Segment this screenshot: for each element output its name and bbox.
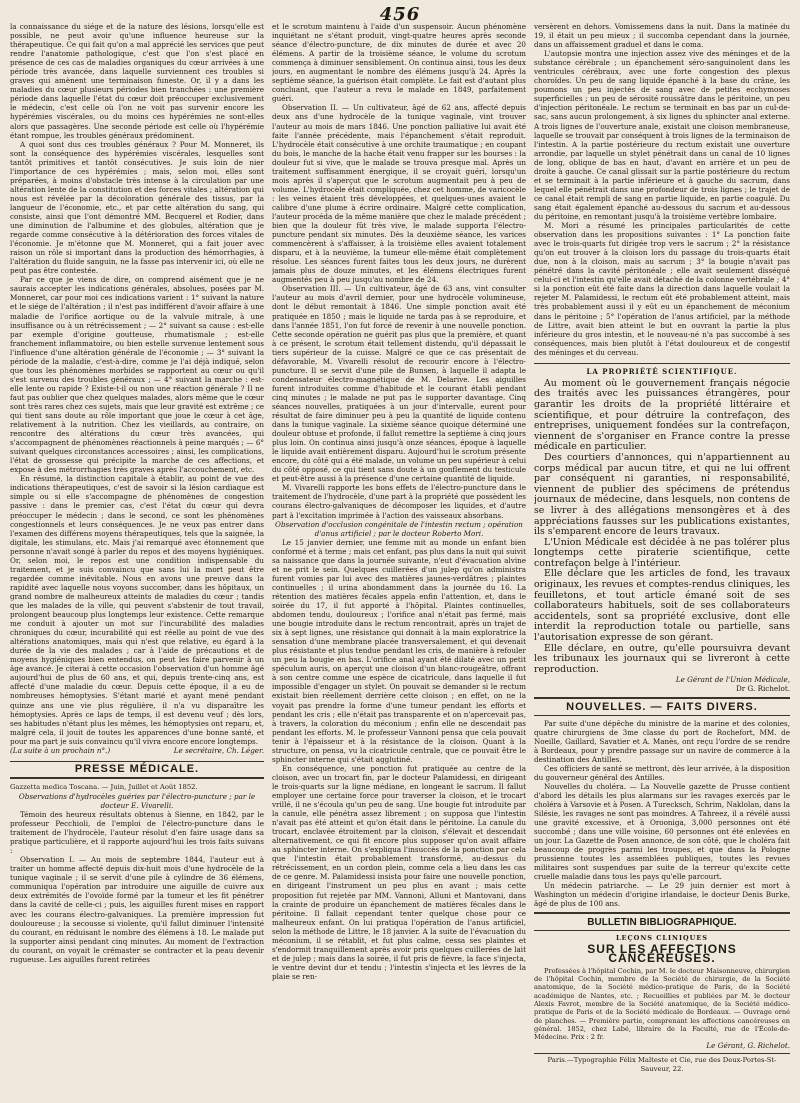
paragraph: Le 15 janvier dernier, une femme mit au monde un enfant bien conformé et à terme ; mais cet enfant, pas plus dans la nuit qui suivit sa naissance que dans la journée suivante, n'eut d'évacuation alvine et ne prit le sein. Quelques cuillerées d'un julep qu'on administra furent vomies par lui avec des matières jaunes-verdâtres ; plaintes continuelles ; il urina abondamment dans la journée du 16. La rétention des matières fécales appela enfin l'attention, et, dans le soirée du 17, il fut apporté à l'hôpital. Plaintes continuelles, abdomen tendu, douloureux ; l'orifice anal n'était pas fermé, mais une bougie introduite dans le rectum rencontrait, après un trajet de six à sept lignes, une résistance qui donnait à la main exploratrice la sensation d'une membrane placée transversalement, et qui devenait plus résistante et plus tendue pendant les cris, de manière à refouler un peu la bougie en bas. L'orifice anal ayant été dilaté avec un petit spéculum auris, on aperçut une cloison d'un blanc-rougeâtre, offrant à son centre comme une espèce de cicatricule, dans laquelle il fut impossible d'engager un stylet. On pouvait se demander si le rectum existait bien réellement derrière cette cloison ; en effet, on ne la voyait pas prendre la forme d'une tumeur pendant les efforts et pendant les cris ; elle n'était pas transparente et on n'apercevait pas, à travers, la coloration du méconium ; enfin elle ne descendait pas pendant les efforts. M. le professeur Vannoni pensa que cela pouvait tenir à l'épaisseur et à la résistance de la cloison. Quant à la structure, on pensa, vu la cicatricule centrale, que ce pouvait être le sphincter interne qui s'était agglutiné. [272, 537, 526, 764]
column-1 [10, 22, 264, 1092]
divider [534, 697, 790, 699]
divider [534, 363, 790, 364]
paragraph: L'autopsie montra une injection assez vive des méninges et de la substance cérébrale ; un épanchement séro-sanguinolent dans les ventricules cérébraux, avec une forte congestion des plexus choroïdes. Un peu de sang liquide épanché à la base du crâne, les poumons un peu injectés de sang avec de petites ecchymoses superficielles ; un peu de sérosité roussâtre dans le péritoine, un peu d'injection péritonéale. Le rectum se terminait en bas par un cul-de-sac, sans aucun prolongement, à six lignes du sphincter anal externe. A trois lignes de l'ouverture anale, existait une cloison membraneuse, laquelle se trouvait par conséquent à trois lignes de la terminaison de l'intestin. A la partie postérieure du rectum existait une ouverture arrondie, par laquelle un stylet pénétrait dans un canal de 10 lignes de long, oblique de bas en haut, d'avant en arrière et un peu de droite à gauche. Ce canal glissait sur la partie postérieure du rectum et se terminait à la partie inférieure et à gauche du sacrum, dans lequel elle pénétrait dans une profondeur de trois lignes ; le trajet de ce canal était rempli de sang en partie liquide, en partie coagulé. Du sang était également épanché au-dessous du sacrum et au-dessous du péritoine, en remontant jusqu'à la troisième vertèbre lombaire. [534, 49, 790, 221]
gazette-source: Gazzetta medica Toscana. — Juin, Juillet et Août 1852. [10, 782, 198, 791]
printer-footer: Paris.—Typographie Félix Malteste et Cie, rue des Deux-Portes-St-Sauveur, 22. [534, 1053, 790, 1074]
book-title: SUR LES AFFECTIONS CANCÉREUSES. [587, 941, 737, 965]
paragraph: A quoi sont dus ces troubles généraux ? Pour M. Monneret, ils sont la conséquence des hypérémies viscérales, lesquelles sont tantôt primitives et tantôt consécutives. Je suis loin de nier l'importance de ces hypérémies ; mais, selon moi, elles sont préparées, à moins d'obstacle très intense à la circulation par une altération lente de la constitution et des forces vitales ; altération qui nous est révélée par la décoloration générale des tissus, par la langueur de l'économie, etc., et par cette altération du sang, qui consiste, ainsi que l'ont démontré MM. Becquerel et Rodier, dans une diminution de l'albumine et des globules, altération que je regarde comme consécutive à la détérioration des forces vitales de l'économie. Je m'étonne que M. Monneret, qui a fait jouer avec raison un rôle si important dans la production des hémorrhagies, à l'altération du fluide sanguin, ne la fasse pas intervenir ici, où elle ne peut pas être contestée. [10, 139, 264, 276]
lecons-heading: LEÇONS CLINIQUES [615, 933, 708, 942]
paragraph: Observation I. — Au mois de septembre 1844, l'auteur eut à traiter un homme affecté depuis dix-huit mois d'une hydrocèle de la tunique vaginale ; il se servit d'une pile à cylindre de 36 élémens, communiqua l'opération par introduire une aiguille de cuivre aux deux extrémités de l'ovoïde formé par la tumeur et les fit pénétrer dans la cavité de celle-ci ; puis, les aiguilles furent mises en rapport avec les courans électro-galvaniques. La première impression fut douloureuse ; la secousse si violente, qu'il fallut diminuer l'intensité du courant, en réduisant le nombre des élémens à 18. Le malade put la supporter ainsi pendant cinq minutes. Au moment de l'extraction du courant, on voyait le crémaster se contracter et la peau devenir rugueuse. Les aiguilles furent retirées [10, 855, 264, 964]
paragraph: M. Mori a résumé les principales particularités de cette observation dans les propositions suivantes : 1° La ponction faite avec le trois-quarts fut dirigée trop vers le sacrum ; 2° la résistance qu'on eut trouver à la cloison lors du passage du trois-quarts était due, non à la cloison, mais au sacrum ; 3° la bougie n'avait pas pénétré dans la cavité péritonéale ; elle avait seulement disséqué celui-ci et l'intestin qu'elle avait détaché de la colonne vertébrale ; 4° si la ponction eût été faite dans la direction dans laquelle voulait la rejeter M. Palamidessi, le rectum eût été probablement atteint, mais très probablement aussi il y eût eu un épanchement de méconium dans le péritoine ; 5° l'opération de l'anus artificiel, par la méthode de Littre, avait bien atteint le but en ouvrant la partie la plus inférieure du gros intestin, et le nouveau-né n'a pas succombé à ses conséquences, mais bien plutôt à l'état douloureux et de congestif des méninges et du cerveau. [534, 221, 790, 357]
book-description: Professées à l'hôpital Cochin, par M. le docteur Maisonneuve, chirurgien de l'hôpital Cochin, membre de la Société de chirurgie, de la Société anatomique, de la Société médico-pratique de Paris, de la Société académique de Nantes, etc. ; Recueillies et publiées par M. le docteur Alexis Favrot, membre de la Société anatomique, de la Société médico-pratique de Paris et de la Société médicale de Bordeaux. — Ouvrage orné de planches. — Première partie, comprenant les affections cancéreuses en général. 1852, chez Labé, libraire de la Faculté, rue de l'École-de-Médecine. Prix : 2 fr. [534, 966, 790, 1042]
final-gerant-signature: Le Gérant, G. Richelot. [706, 1041, 790, 1051]
divider [10, 761, 264, 762]
paragraph: Observation II. — Un cultivateur, âgé de 62 ans, affecté depuis deux ans d'une hydrocèle de la tunique vaginale, vint trouver l'auteur au mois de mars 1846. Une ponction palliative lui avait été faite l'année précédente, mais l'épanchement s'était reproduit. L'hydrocèle était consécutive à une orchite traumatique ; en coupant du bois, le manche de la hache était venu frapper sur les bourses : la douleur fut si vive, que le malade se trouva presque mal. Après un traitement suffisamment énergique, il se croyait guéri, lorsqu'un mois après il s'aperçut que le scrotum augmentait peu à peu de volume. L'hydrocèle était compliquée, chez cet homme, de varicocèle : les veines étaient très développées, et quelques-unes avaient le calibre d'une plume à écrire ordinaire. Malgré cette complication, l'auteur procéda de la même manière que chez le malade précédent ; bien que la douleur fût très vive, le malade supporta l'électro-puncture pendant six minutes. Dès la deuxième séance, les varices commencèrent à s'affaisser, à la troisième elles avaient totalement disparu, et à la neuvième, la tumeur elle-même était complètement résolue. Les séances furent faites tous les deux jours, ne durèrent jamais plus de douze minutes, et les élémens électriques furent augmentés peu à peu jusqu'au nombre de 24. [272, 103, 526, 285]
paragraph: et le scrotum maintenu à l'aide d'un suspensoir. Aucun phénomène inquiétant ne s'étant produit, vingt-quatre heures après seconde séance d'électro-puncture, de dix minutes de durée et avec 20 élémens. A partir de la troisième séance, le volume du scrotum commença à diminuer sensiblement. On continua ainsi, tous les deux jours, en augmentant le nombre des élémens jusqu'à 24. Après la septième séance, la guérison était complète. Le fait est d'autant plus concluant, que l'auteur a revu le malade en 1849, parfaitement guéri. [272, 22, 526, 104]
paragraph: la connaissance du siége et de la nature des lésions, lorsqu'elle est possible, ne peut avoir qu'une influence heureuse sur la thérapeutique. Ce qui fait qu'on a mal apprécié les services que peut rendre l'anatomie pathologique, c'est que l'on s'est placé en présence de ces cas de maladies organiques du cœur arrivées à une période très avancée, dans laquelle surviennent ces troubles si graves qui amènent une terminaison funeste. Or, il y a dans les maladies du cœur plusieurs périodes bien tranchées : une première période dans laquelle l'état du cœur doit préoccuper exclusivement le médecin, c'est celle où l'on ne voit pas survenir encore les hypérémies viscérales, ou du moins ces hypérémies ne sont-elles alors que passagères. Une seconde période est celle où l'hypérémie étant rompue, les troubles généraux prédominent. [10, 22, 264, 140]
paragraph: Ces officiers de santé se mettront, dès leur arrivée, à la disposition du gouverneur général des Antilles. [534, 763, 790, 782]
gerant-title: Le Gérant de l'Union Médicale, [675, 675, 790, 685]
section-heading-nouvelles: NOUVELLES. — FAITS DIVERS. [566, 700, 758, 713]
paragraph: Témoin des heureux résultats obtenus à Sienne, en 1842, par le professeur Pecchioli, de l'emploi de l'électro-puncture dans le traitement de l'hydrocèle, l'auteur résolut d'en faire usage dans sa pratique particulière, et il rapporte aujourd'hui les trois faits suivans : [10, 809, 264, 856]
propriete-article [534, 379, 790, 676]
divider [534, 912, 790, 914]
divider [10, 777, 264, 779]
divider [534, 930, 790, 931]
paragraph: Par ce que je viens de dire, on comprend aisément que je ne saurais accepter les indications générales, absolues, posées par M. Monneret, car pour moi ces indications varient : 1° suivant la nature et le siége de l'altération ; il n'est pas indifférent d'avoir affaire à une maladie de l'orifice aortique ou de la valvule mitrale, à une insuffisance ou à un rétrécissement ; — 2° suivant sa cause : est-elle par exemple d'origine goutteuse, rhumatismale ; est-elle franchement inflammatoire, ou bien estelle survenue lentement sous l'influence d'une altération générale de l'économie ; — 3° suivant la période de la maladie, c'est-à-dire, comme je l'ai déjà indiqué, selon que tous les phénomènes morbides se rapportent au cœur ou qu'il s'est survenu des troubles généraux ; — 4° suivant la marche : est-elle lente ou rapide ? Existe-t-il ou non une réaction générale ? Il ne faut pas oublier que chez quelques malades, alors même que le cœur sont très rares chez ces sujets, mais que leur gravité est extrême ; ce qui tient sans doute au rôle important que joue le cœur à cet âge, relativement à la nutrition. Chez les vieillards, au contraire, on rencontre des altérations du cœur très avancées, qui s'accompagnent de phénomènes réactionnels à peine marqués ; — 6° suivant quelques circonstances accessoires ; ainsi, les complications, l'état de grossesse qui précipite la marche de ces affections, et expose à des métrorrhagies très graves après l'accouchement, etc. [10, 275, 264, 475]
section-heading-bulletin: BULLETIN BIBLIOGRAPHIQUE. [587, 916, 737, 928]
page-number: 456 [379, 4, 421, 25]
paragraph: Des courtiers d'annonces, qui n'appartiennent au corps médical par aucun titre, et qui ne lui offrent par conséquent ni garanties, ni responsabilité, viennent de publier des spécimens de prétendus journaux de médecine, dans lesquels, non contens de se livrer à des allégations mensongères et à des appréciations fausses sur les publications existantes, ils s'emparent encore de leurs travaux. [534, 451, 790, 538]
paragraph: Par suite d'une dépêche du ministre de la marine et des colonies, quatre chirurgiens de 3me classe du port de Rochefort, MM. de Noeille, Gaillard, Savatier et A. Manès, ont reçu l'ordre de se rendre à Bordeaux, pour y prendre passage sur un navire de commerce à la destination des Antilles. [534, 718, 790, 764]
paragraph: En résumé, la distinction capitale à établir, au point de vue des indications thérapeutiques, c'est de savoir si la lésion cardiaque est simple ou si elle s'accompagne de phénomènes de congestion passive : dans le premier cas, c'est l'état du cœur qui devra préoccuper le médecin ; dans le second, ce sont les phénomènes congestionnels et leurs conséquences. Je ne veux pas entrer dans l'examen des différens moyens thérapeutiques, tels que la saignée, la digitale, les stimulans, etc. Mais j'ai remarqué avec étonnement que personne n'avait songé à parler du repos et des moyens hygiéniques. Or, selon moi, le repos est une condition indispensable du traitement, et je suis convaincu que sans lui la mort peut être regardée comme inévitable. Nous en avons une preuve dans la rapidité avec laquelle nous voyons succomber, dans les hôpitaux, un grand nombre de malheureux atteints de maladies du cœur ; tandis que les malades de la ville, qui peuvent s'abstenir de tout travail, prolongent beaucoup plus longtemps leur existence. Cette remarque me conduit à ajouter un mot sur l'incurabilité des maladies chroniques du cœur, incurabilité qui est réelle au point de vue des altérations anatomiques, mais qui n'est que relative, eu égard à la durée de la vie des malades ; car à l'aide de précautions et de moyens hygiéniques bien entendus, on peut les faire parvenir à un âge avancé. Je citerai à cette occasion l'observation d'un homme âgé aujourd'hui de plus de 60 ans, et qui, depuis trente-cinq ans, est affecté d'une maladie du cœur. Depuis cette époque, il a eu de nombreuses hémoptysies. S'étant marié et ayant mené pendant quinze ans une vie plus régulière, il n'a vu disparaître les hémoptysies. Après ce laps de temps, il est devenu veuf ; dès lors, ses habitudes n'étant plus les mêmes, les hémoptysies ont reparu, et, malgré cela, il jouit de toutes les apparences d'une bonne santé, et pour ma part je suis convaincu qu'il vivra encore encore longtemps. [10, 474, 264, 746]
article-subheading: Observation d'occlusion congénitale de l'intestin rectum ; opération d'anus artificiel ; par le docteur Roberto Mori. [275, 519, 523, 538]
paragraph: Au moment où le gouvernement français négocie des traités avec les puissances étrangères, pour garantir les droits de la propriété littéraire et scientifique, et pour détruire la contrefaçon, des entreprises, uniquement fondées sur la contrefaçon, viennent de s'organiser en France contre la presse médicale en particulier. [534, 377, 790, 453]
section-heading-propriete: LA PROPRIÉTÉ SCIENTIFIQUE. [586, 366, 738, 376]
paragraph: L'Union Médicale est décidée à ne pas tolérer plus longtemps cette piraterie scientifique, cette contrefaçon belge à l'intérieur. [534, 536, 790, 569]
column-2 [272, 22, 526, 1092]
continuation-note: (La suite à un prochain n°.) [10, 745, 111, 755]
divider [534, 715, 790, 716]
paragraph: Elle déclare que les articles de fond, les travaux originaux, les revues et comptes-rendus cliniques, les feuilletons, et tout article émané soit de ses collaborateurs habituels, soit de ses collaborateurs accidentels, sont sa propriété exclusive, dont elle interdit la reproduction totale ou partielle, sans l'autorisation expresse de son gérant. [534, 568, 790, 644]
column-3 [534, 22, 790, 1092]
secretary-signature: Le secrétaire, Ch. Léger. [173, 745, 264, 755]
signoff-row [10, 746, 264, 755]
gerant-signature: Dr G. Richelot. [736, 684, 790, 694]
paragraph: Nouvelles du choléra. — La Nouvelle gazette de Prusse contient d'abord les détails les plus alarmans sur les ravages exercés par le choléra à Varsovie et à Posen. A Turecksch, Schrim, Naklolan, dans la Silésie, les ravages ne sont pas moindres. A Tahreez, il a révélé aussi une gravité excessive, et à Orooniga, 3,000 personnes ont été succombé ; dans une ville voisine, 60 personnes ont été enlevées en un jour. La Gazette de Posen annonce, de son côté, que le choléra fait beaucoup de progrès parmi les troupes, et que dans la Pologne prussienne toutes les assemblées publiques, toutes les revues militaires sont suspendues par suite de la terreur qu'excite cette cruelle maladie dans tous les pays qu'elle parcourt. [534, 781, 790, 882]
section-heading-presse: PRESSE MÉDICALE. [74, 762, 200, 775]
paragraph: Elle déclare, en outre, qu'elle poursuivra devant les tribunaux les journaux qui se livreront à cette reproduction. [534, 642, 790, 675]
paragraph: M. Vivarelli rapporte les bons effets de l'électro-puncture dans le traitement de l'hydrocèle, d'une part à la propriété que possèdent les courans électro-galvaniques de décomposer les liquides, et d'autre part à l'excitation imprimée à l'action des vaisseaux absorbans. [272, 483, 526, 520]
paragraph: Un médecin patriarche. — Le 29 juin dernier est mort à Washington un médecin d'origine irlandaise, le docteur Denis Burke, âgé de plus de 100 ans. [534, 881, 790, 909]
paragraph: En conséquence, une ponction fut pratiquée au centre de la cloison, avec un trocart fin, par le docteur Palamidessi, en dirigeant le trois-quarts sur la ligne médiane, en longeant le sacrum. Il fallut employer une certaine force pour traverser la cloison, et le trocart vrillé, il ne s'écoula qu'un peu de sang. Une bougie fut introduite par la canule, elle pénétra assez librement ; on supposa que l'intestin n'avait pas été atteint et qu'on était dans le péritoine. La canule du trocart, enclavée étroitement par la cloison, s'élevait et descendait alternativement, ce qui fit encore plus supposer qu'on avait affaire au sphincter interne. On s'expliqua l'insuccès de la ponction par cela que l'intestin était probablement transformé, au-dessus du rétrécissement, en un cordon plein, comme cela a lieu dans les cas de ce genre. M. Palamidessi insista pour faire une nouvelle ponction, en dirigeant l'instrument un peu plus en avant ; mais cette proposition fut rejetée par MM. Vannoni, Alluni et Mantovani, dans la crainte de produire un épanchement de matières fécales dans le péritoine. Il fallait cependant tenter quelque chose pour ce malheureux enfant. On lui pratiqua l'opération de l'anus artificiel, selon la méthode de Littre, le 18 janvier. A la suite de l'évacuation du méconium, il se rétablit, et fut plus calme, cessa ses plaintes et s'endormit tranquillement après avoir pris quelques cuillerées de lait et de julep ; mais dans la soirée, il fut pris de fièvre, la face s'injecta, le ventre devint dur et tendu ; l'intestin s'injecta et les lèvres de la plaie se ren- [272, 763, 526, 981]
paragraph: versèrent en dehors. Vomissemens dans la nuit. Dans la matinée du 19, il était un peu mieux ; il succomba cependant dans la journée, dans un affaissement graduel et dans le coma. [534, 22, 790, 50]
article-title: Observations d'hydrocèles guéries par l'électro-puncture ; par le docteur E. Vivarelli. [18, 791, 256, 810]
paragraph: Observation III. — Un cultivateur, âgé de 63 ans, vint consulter l'auteur au mois d'avril dernier, pour une hydrocèle volumineuse, dont le début remontait à 1846. Une simple ponction avait été pratiquée en 1850 ; mais le liquide ne tarda pas à se reproduire, et dans l'année 1851, l'on fut forcé de revenir à une nouvelle ponction. Cette seconde opération ne guérit pas plus que la première, et quant à ce présent, le scrotum était tellement distendu, qu'il dépassait le tiers supérieur de la cuisse. Malgré ce que ce cas présentait de défavorable, M. Vivarelli résolut de recourir encore à l'électro-puncture. Il se servit d'une pile de Bunsen, à laquelle il adapta le condensateur électro-magnétique de M. Delarive. Les aiguilles furent introduites comme d'habitude et le courant établi pendant cinq minutes ; le malade ne put pas le supporter davantage. Cinq séances nouvelles, pratiquées à un jour d'intervalle, eurent pour résultat de faire diminuer peu à peu la quantité de liquide contenu dans la tunique vaginale. La sixième séance quoique déterminé une douleur obtuse et profonde, il fallut remettre la septième à cinq jours plus loin. On continua ainsi jusqu'à onze séances, époque à laquelle le liquide avait entièrement disparu. Aujourd'hui le scrotum présente encore, du côté qui a été malade, un volume un peu supérieur à celui du côté opposé, ce qui tient sans doute à un gonflement du testicule et peut-être aussi à la présence d'une certaine quantité de liquide. [272, 284, 526, 484]
